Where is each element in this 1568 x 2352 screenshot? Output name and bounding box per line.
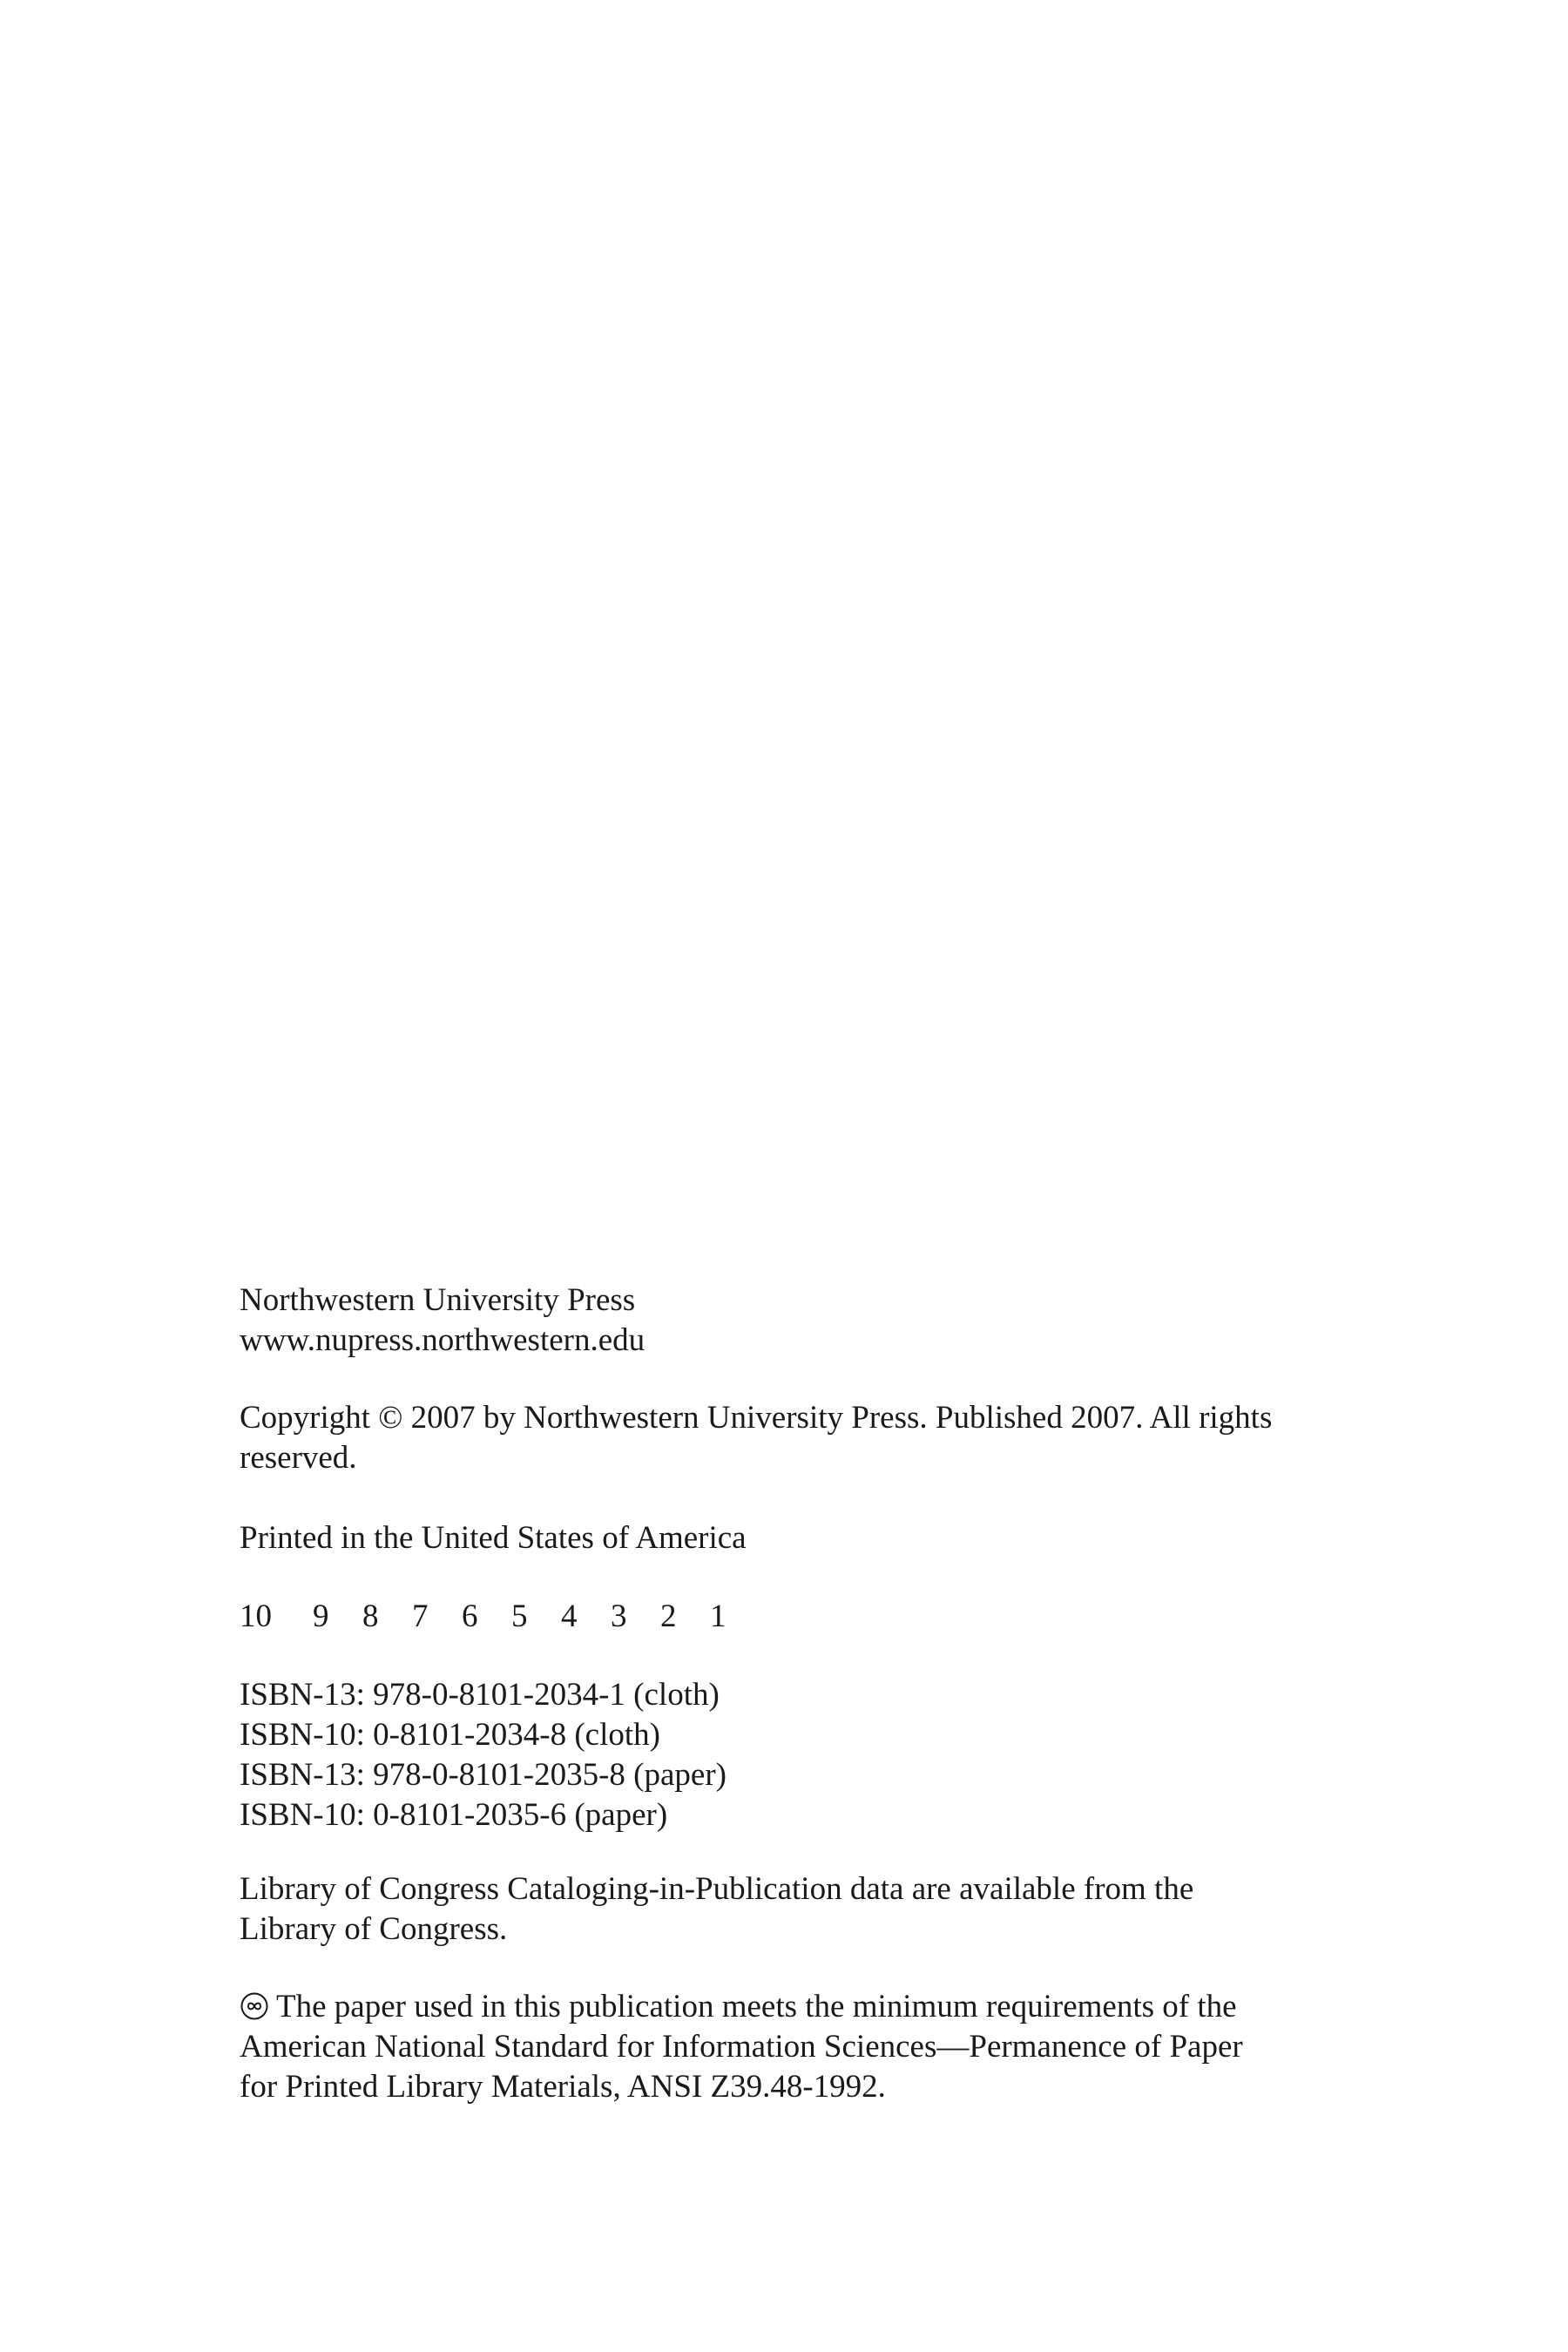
isbn-line: ISBN-10: 0-8101-2035-6 (paper) [240, 1797, 668, 1833]
publisher-name: Northwestern University Press [240, 1282, 636, 1318]
isbn-line: ISBN-10: 0-8101-2034-8 (cloth) [240, 1717, 660, 1753]
printed-in-text: Printed in the United States of America [240, 1520, 747, 1556]
printing-number: 8 [362, 1598, 379, 1634]
printed-in-block [240, 1518, 1372, 1558]
paper-note-line: for Printed Library Materials, ANSI Z39.48-1992. [240, 2069, 886, 2105]
printing-line-block [240, 1597, 1372, 1637]
paper-note-line: American National Standard for Information Sciences—Permanence of Paper [240, 2029, 1243, 2065]
printing-number: 5 [511, 1598, 528, 1634]
copyright-line: reserved. [240, 1440, 357, 1476]
printing-number: 4 [561, 1598, 578, 1634]
publisher-url: www.nupress.northwestern.edu [240, 1322, 645, 1358]
printing-number: 2 [660, 1598, 677, 1634]
infinity-circle-icon [240, 1991, 269, 2021]
paper-permanence-note [240, 1987, 1372, 2107]
copyright-notice [240, 1398, 1372, 1478]
paper-note-line: The paper used in this publication meets the minimum requirements of the [276, 1989, 1237, 2024]
printing-number: 1 [710, 1598, 727, 1634]
printing-number: 10 [240, 1598, 272, 1634]
printing-number: 6 [462, 1598, 478, 1634]
copyright-line: Copyright © 2007 by Northwestern University Press. Published 2007. All rights [240, 1400, 1273, 1436]
cip-line: Library of Congress. [240, 1911, 508, 1947]
printing-line [240, 1597, 1372, 1637]
printing-number: 3 [611, 1598, 627, 1634]
printing-number: 9 [313, 1598, 329, 1634]
publisher-block [240, 1281, 1372, 1361]
printing-number: 7 [412, 1598, 429, 1634]
cip-line: Library of Congress Cataloging-in-Publication data are available from the [240, 1871, 1194, 1907]
isbn-list [240, 1675, 1372, 1835]
cip-notice [240, 1869, 1372, 1950]
paper-note-line-with-icon [240, 1987, 1372, 2027]
isbn-line: ISBN-13: 978-0-8101-2035-8 (paper) [240, 1757, 727, 1793]
isbn-line: ISBN-13: 978-0-8101-2034-1 (cloth) [240, 1677, 720, 1713]
